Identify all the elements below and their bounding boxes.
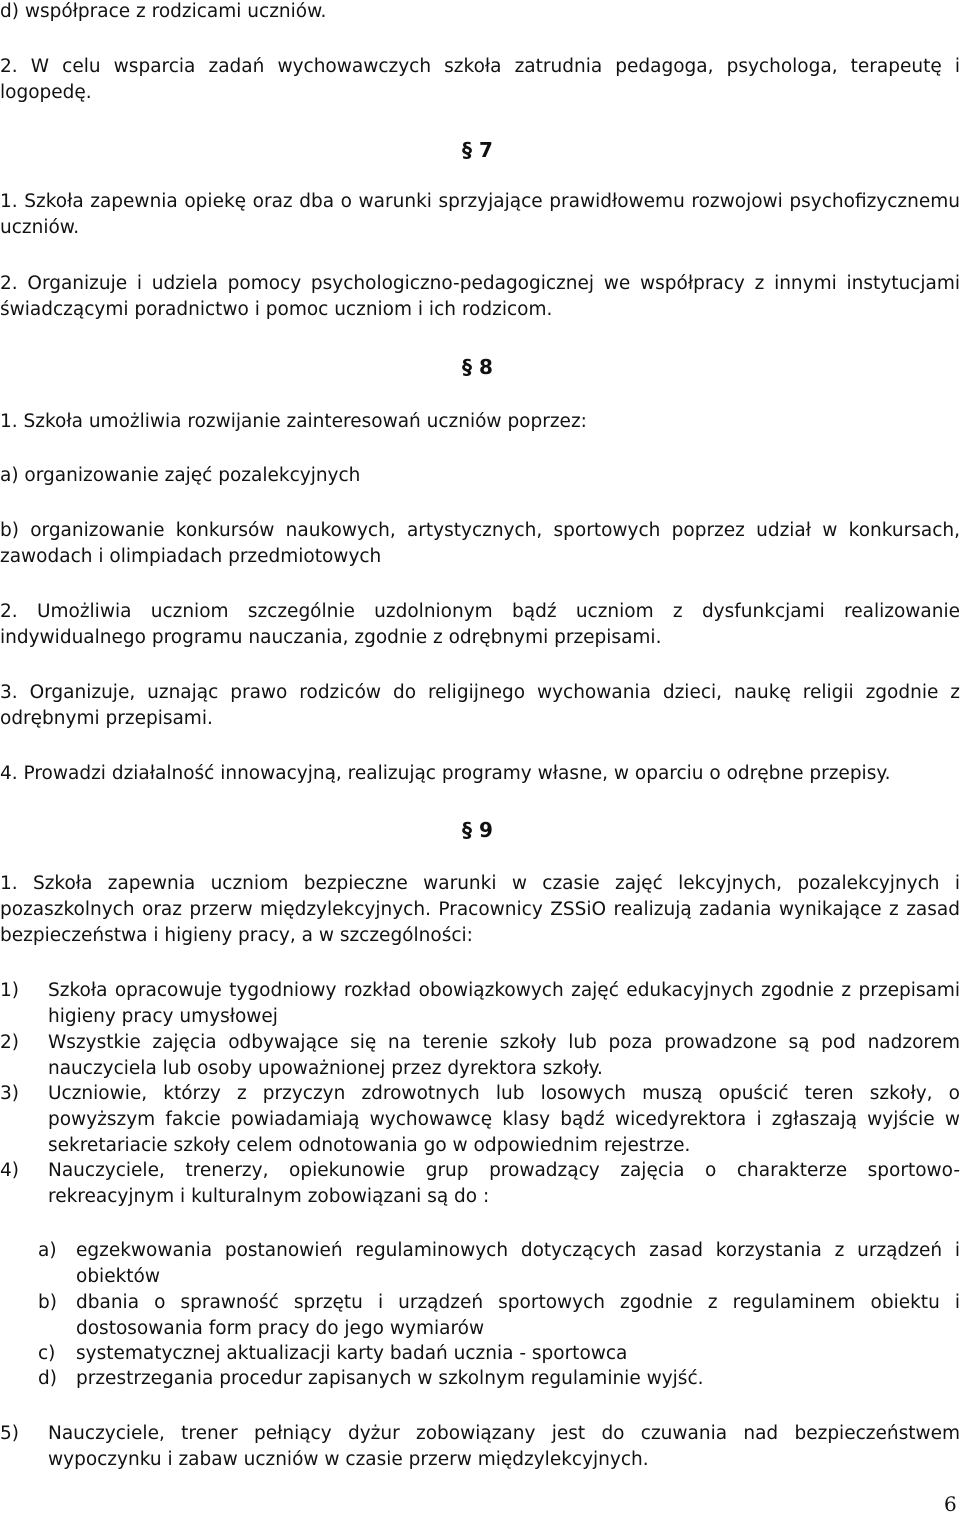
- text-line: zawodach i olimpiadach przedmiotowych: [0, 546, 382, 567]
- list-marker: c): [38, 1343, 56, 1364]
- text-line: sekretariacie szkoły celem odnotowania go w odpowiednim rejestrze.: [48, 1135, 691, 1156]
- text-line: 2. Umożliwia uczniom szczególnie uzdolnionym bądź uczniom z dysfunkcjami realizowanie: [0, 601, 960, 622]
- text-line: indywidualnego programu nauczania, zgodnie z odrębnymi przepisami.: [0, 627, 662, 648]
- text-line: a) organizowanie zajęć pozalekcyjnych: [0, 465, 361, 486]
- list-marker: 3): [0, 1083, 19, 1104]
- text-line: 1. Szkoła umożliwia rozwijanie zainteresowań uczniów poprzez:: [0, 411, 587, 432]
- text-line: Szkoła opracowuje tygodniowy rozkład obowiązkowych zajęć edukacyjnych zgodnie z przepisami: [48, 980, 960, 1001]
- text-line: Nauczyciele, trenerzy, opiekunowie grup prowadzący zajęcia o charakterze sportowo-: [48, 1160, 960, 1181]
- text-line: 2. W celu wsparcia zadań wychowawczych szkoła zatrudnia pedagoga, psychologa, terapeutę i: [0, 56, 960, 77]
- text-line: 1. Szkoła zapewnia uczniom bezpieczne warunki w czasie zajęć lekcyjnych, pozalekcyjnych i: [0, 873, 960, 894]
- section-heading: § 7: [462, 138, 493, 162]
- text-line: Uczniowie, którzy z przyczyn zdrowotnych lub losowych muszą opuścić teren szkoły, o: [48, 1083, 960, 1104]
- text-line: rekreacyjnym i kulturalnym zobowiązani są do :: [48, 1186, 490, 1207]
- text-line: higieny pracy umysłowej: [48, 1006, 278, 1027]
- text-line: świadczącymi poradnictwo i pomoc uczniom i ich rodzicom.: [0, 299, 553, 320]
- section-heading: § 9: [462, 818, 493, 842]
- list-marker: b): [38, 1292, 57, 1313]
- text-line: 4. Prowadzi działalność innowacyjną, realizując programy własne, w oparciu o odrębne przepisy.: [0, 763, 891, 784]
- text-line: dbania o sprawność sprzętu i urządzeń sportowych zgodnie z regulaminem obiektu i: [76, 1292, 960, 1313]
- text-line: egzekwowania postanowień regulaminowych dotyczących zasad korzystania z urządzeń i: [76, 1240, 960, 1261]
- page-number: 6: [944, 1492, 957, 1516]
- text-line: odrębnymi przepisami.: [0, 708, 213, 729]
- text-line: 3. Organizuje, uznając prawo rodziców do religijnego wychowania dzieci, naukę religii zgodnie z: [0, 682, 960, 703]
- text-line: obiektów: [76, 1266, 160, 1287]
- text-line: logopedę.: [0, 82, 92, 103]
- text-line: Nauczyciele, trener pełniący dyżur zobowiązany jest do czuwania nad bezpieczeństwem: [48, 1423, 960, 1444]
- text-line: przestrzegania procedur zapisanych w szkolnym regulaminie wyjść.: [76, 1368, 704, 1389]
- text-line: 2. Organizuje i udziela pomocy psychologiczno-pedagogicznej we współpracy z innymi instytucjami: [0, 273, 960, 294]
- text-line: d) współprace z rodzicami uczniów.: [0, 1, 327, 22]
- list-marker: 2): [0, 1032, 19, 1053]
- text-line: powyższym fakcie powiadamiają wychowawcę klasy bądź wicedyrektora i zgłaszają wyjście w: [48, 1109, 960, 1130]
- section-heading: § 8: [462, 355, 493, 379]
- text-line: Wszystkie zajęcia odbywające się na terenie szkoły lub poza prowadzone są pod nadzorem: [48, 1032, 960, 1053]
- text-line: b) organizowanie konkursów naukowych, artystycznych, sportowych poprzez udział w konkursach,: [0, 520, 960, 541]
- list-marker: 5): [0, 1423, 19, 1444]
- text-line: pozaszkolnych oraz przerw międzylekcyjnych. Pracownicy ZSSiO realizują zadania wynikające z zasad: [0, 899, 960, 920]
- text-line: wypoczynku i zabaw uczniów w czasie przerw międzylekcyjnych.: [48, 1449, 649, 1470]
- text-line: systematycznej aktualizacji karty badań ucznia - sportowca: [76, 1343, 628, 1364]
- list-marker: a): [38, 1240, 57, 1261]
- text-line: 1. Szkoła zapewnia opiekę oraz dba o warunki sprzyjające prawidłowemu rozwojowi psychofizycznemu: [0, 191, 960, 212]
- text-line: bezpieczeństwa i higieny pracy, a w szczególności:: [0, 925, 473, 946]
- text-line: uczniów.: [0, 217, 80, 238]
- text-line: nauczyciela lub osoby upoważnionej przez dyrektora szkoły.: [48, 1058, 603, 1079]
- list-marker: 4): [0, 1160, 19, 1181]
- list-marker: 1): [0, 980, 19, 1001]
- list-marker: d): [38, 1368, 57, 1389]
- text-line: dostosowania form pracy do jego wymiarów: [76, 1318, 485, 1339]
